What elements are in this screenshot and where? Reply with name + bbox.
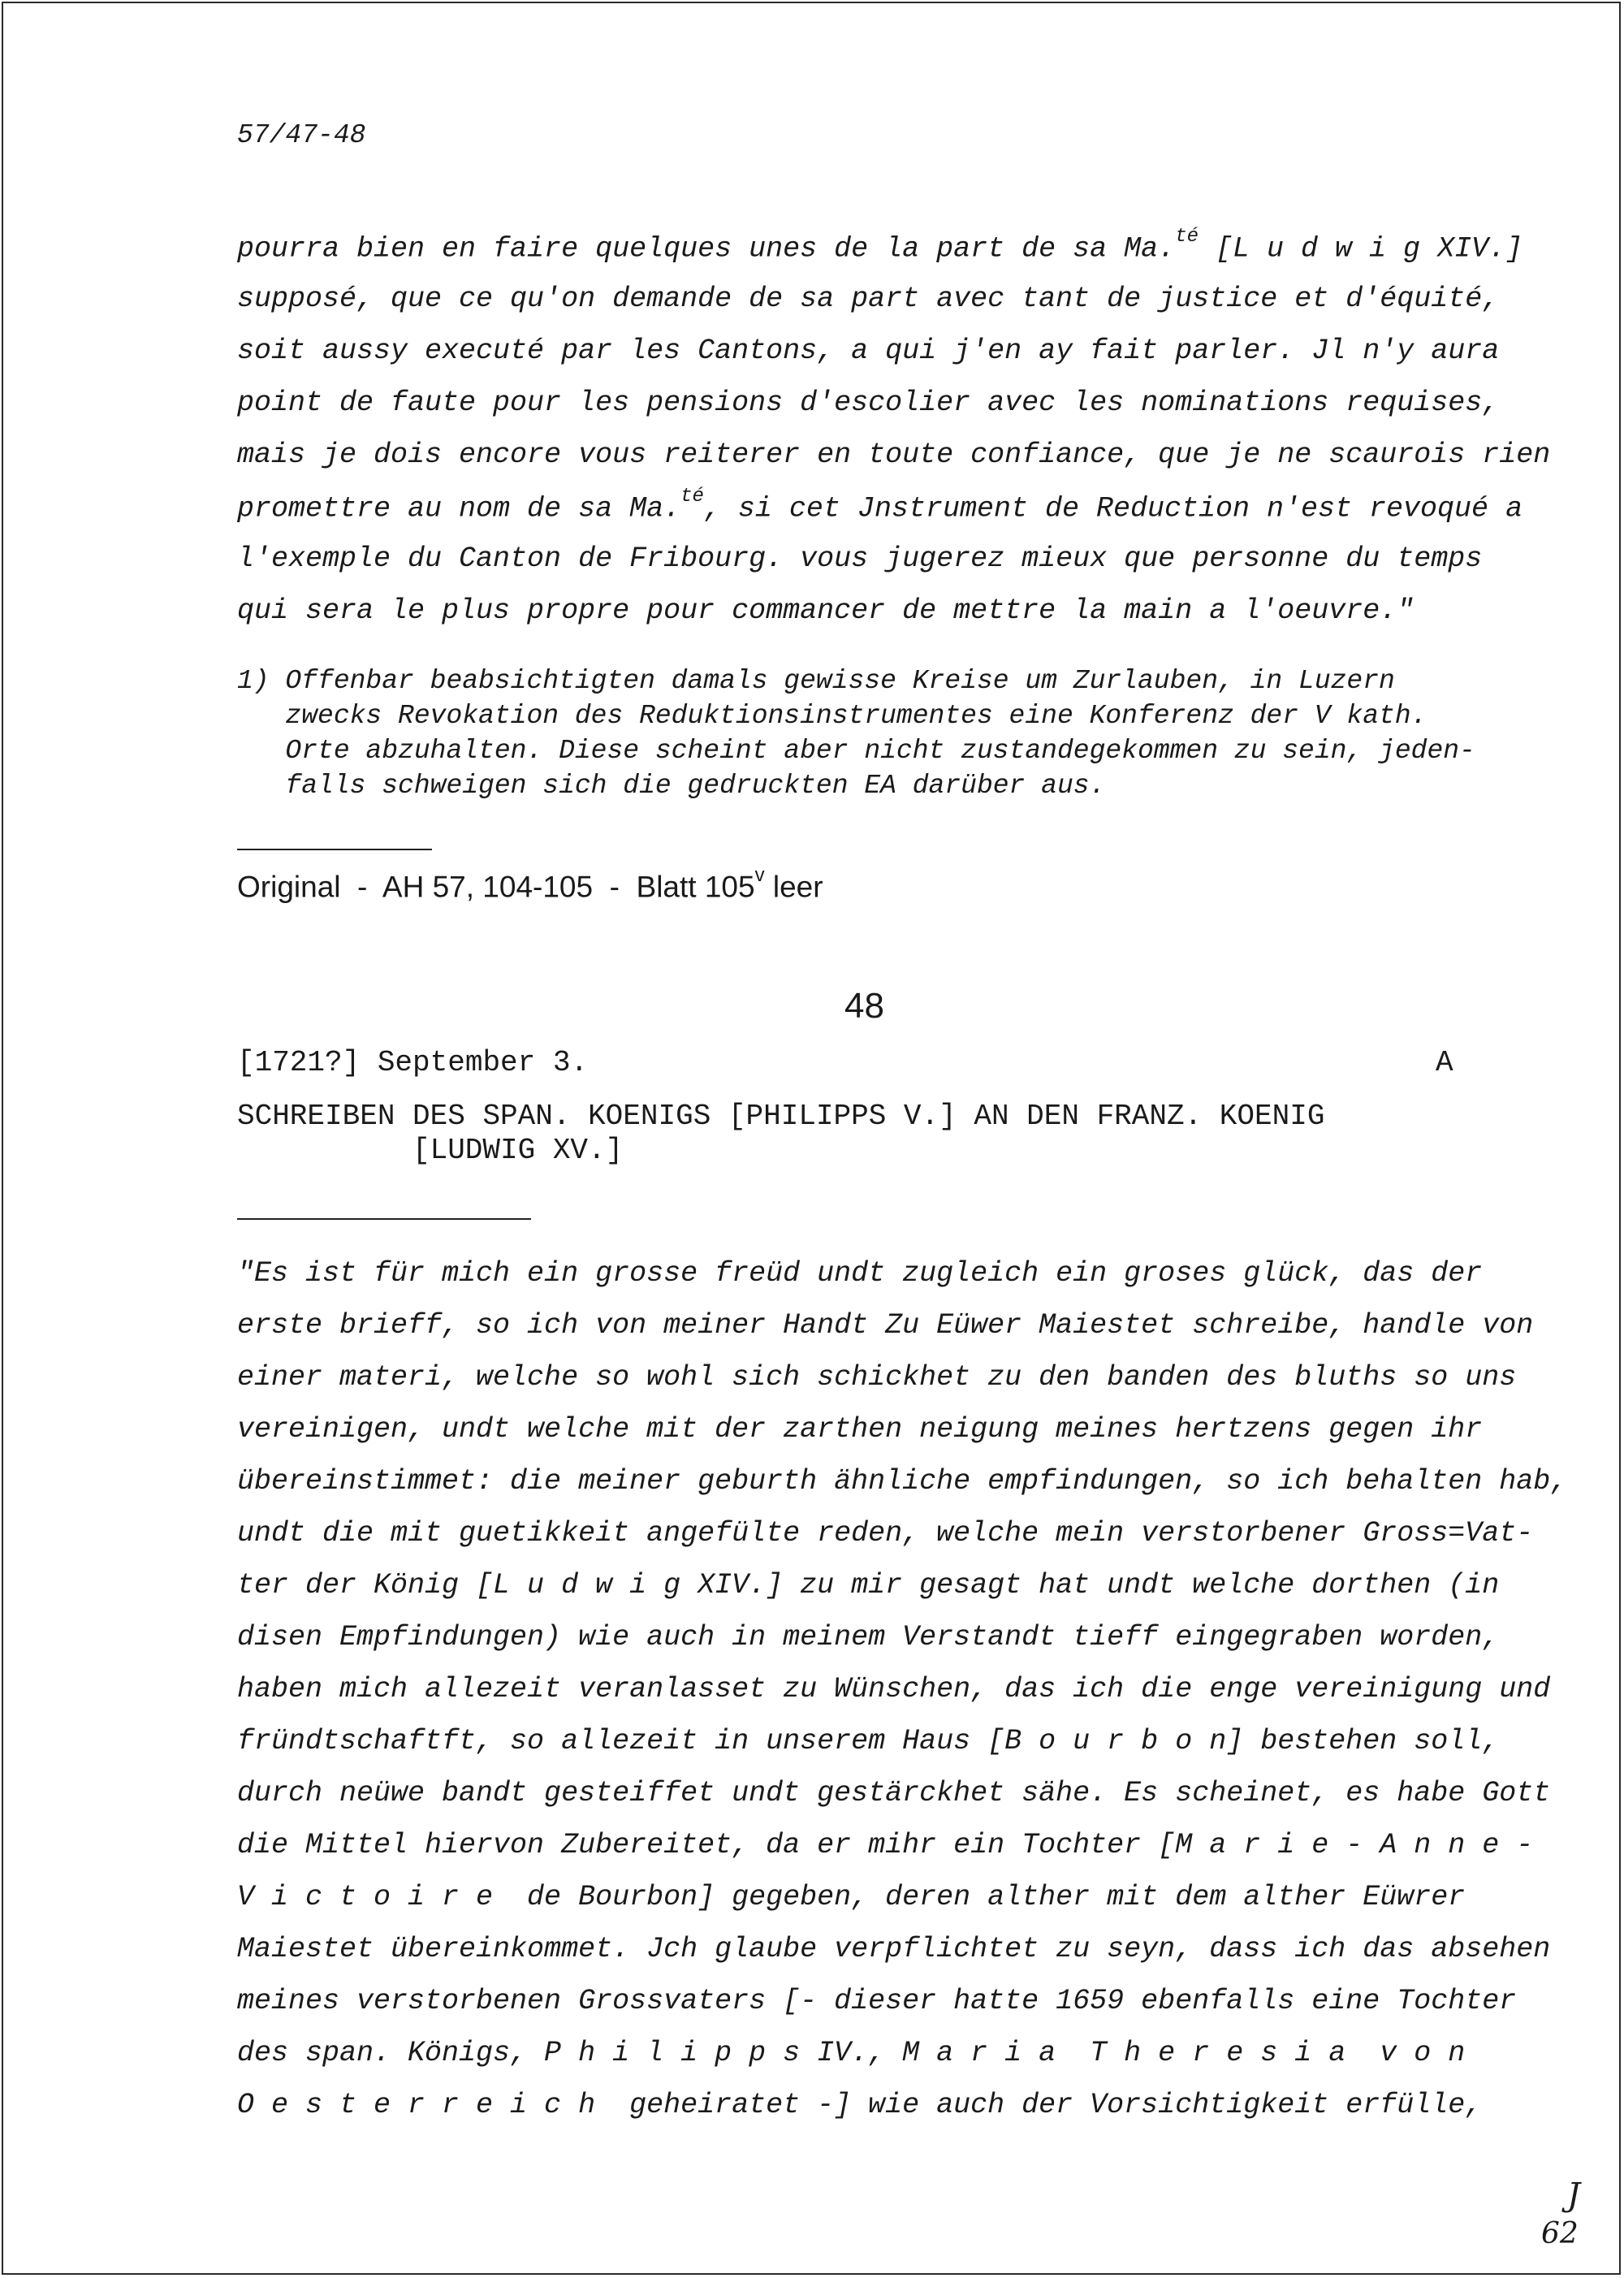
text-line: O e s t e r r e i c h geheiratet -] wie auch der Vorsichtigkeit erfülle,: [237, 2089, 1483, 2121]
document-number: 48: [844, 986, 884, 1026]
text-line: pourra bien en faire quelques unes de la part de sa Ma.$^{té}$ [L u d w i g XIV.]: [237, 226, 1523, 266]
footnote-line: zwecks Revokation des Reduktionsinstrumentes eine Konferenz der V kath.: [237, 701, 1427, 731]
handwritten-page-number: 62: [1541, 2217, 1579, 2250]
text-line: des span. Königs, P h i l i p p s IV., M a r i a T h e r e s i a v o n: [237, 2037, 1466, 2069]
text-line: undt die mit guetikkeit angefülte reden, welche mein verstorbener Gross=Vat-: [237, 1517, 1534, 1550]
handwritten-check: J: [1567, 2176, 1581, 2214]
text-line: vereinigen, undt welche mit der zarthen neigung meines hertzens gegen ihr: [237, 1413, 1483, 1446]
text-line: fründtschaftft, so allezeit in unserem Haus [B o u r b o n] bestehen soll,: [237, 1725, 1500, 1757]
text-line: supposé, que ce qu'on demande de sa part avec tant de justice et d'équité,: [237, 283, 1500, 315]
text-line: disen Empfindungen) wie auch in meinem Verstandt tieff eingegraben worden,: [237, 1621, 1500, 1653]
document-mark: A: [1436, 1046, 1453, 1079]
text-line: promettre au nom de sa Ma.$^{té}$, si cet Jnstrument de Reduction n'est revoqué a: [237, 486, 1523, 525]
separator-rule: [237, 1218, 531, 1220]
footnote-line: Orte abzuhalten. Diese scheint aber nicht zustandegekommen zu sein, jeden-: [237, 736, 1475, 766]
text-line: ter der König [L u d w i g XIV.] zu mir gesagt hat undt welche dorthen (in: [237, 1569, 1500, 1602]
text-line: mais je dois encore vous reiterer en toute confiance, que je ne scaurois rien: [237, 439, 1551, 471]
footnote-line: 1) Offenbar beabsichtigten damals gewisse Kreise um Zurlauben, in Luzern: [237, 666, 1395, 696]
text-line: durch neüwe bandt gesteiffet undt gestärckhet sähe. Es scheinet, es habe Gott: [237, 1777, 1551, 1809]
text-line: meines verstorbenen Grossvaters [- dieser hatte 1659 ebenfalls eine Tochter: [237, 1985, 1517, 2017]
document-title: SCHREIBEN DES SPAN. KOENIGS [PHILIPPS V.] AN DEN FRANZ. KOENIG: [237, 1100, 1325, 1133]
text-line: übereinstimmet: die meiner geburth ähnliche empfindungen, so ich behalten hab,: [237, 1465, 1568, 1498]
text-line: Maiestet übereinkommet. Jch glaube verpflichtet zu seyn, dass ich das absehen: [237, 1933, 1551, 1965]
text-line: qui sera le plus propre pour commancer de mettre la main a l'oeuvre.": [237, 594, 1415, 627]
text-line: die Mittel hiervon Zubereitet, da er mihr ein Tochter [M a r i e - A n n e -: [237, 1829, 1534, 1861]
text-line: V i c t o i r e de Bourbon] gegeben, deren alther mit dem alther Eüwrer: [237, 1881, 1466, 1913]
text-line: l'exemple du Canton de Fribourg. vous jugerez mieux que personne du temps: [237, 542, 1483, 575]
source-note: Original - AH 57, 104-105 - Blatt 105$^v$ leer: [237, 864, 823, 904]
text-line: soit aussy executé par les Cantons, a qui j'en ay fait parler. Jl n'y aura: [237, 335, 1500, 367]
text-line: point de faute pour les pensions d'escolier avec les nominations requises,: [237, 387, 1500, 419]
document-title-cont: [LUDWIG XV.]: [412, 1134, 624, 1167]
text-line: "Es ist für mich ein grosse freüd undt zugleich ein groses glück, das der: [237, 1257, 1483, 1290]
text-line: haben mich allezeit veranlasset zu Wünschen, das ich die enge vereinigung und: [237, 1673, 1551, 1705]
text-line: einer materi, welche so wohl sich schickhet zu den banden des bluths so uns: [237, 1361, 1517, 1394]
footnote-line: falls schweigen sich die gedruckten EA darüber aus.: [237, 771, 1106, 801]
header-reference: 57/47-48: [237, 120, 366, 150]
separator-rule: [237, 849, 432, 850]
text-line: erste brieff, so ich von meiner Handt Zu Eüwer Maiestet schreibe, handle von: [237, 1309, 1534, 1342]
document-date: [1721?] September 3.: [237, 1046, 589, 1079]
